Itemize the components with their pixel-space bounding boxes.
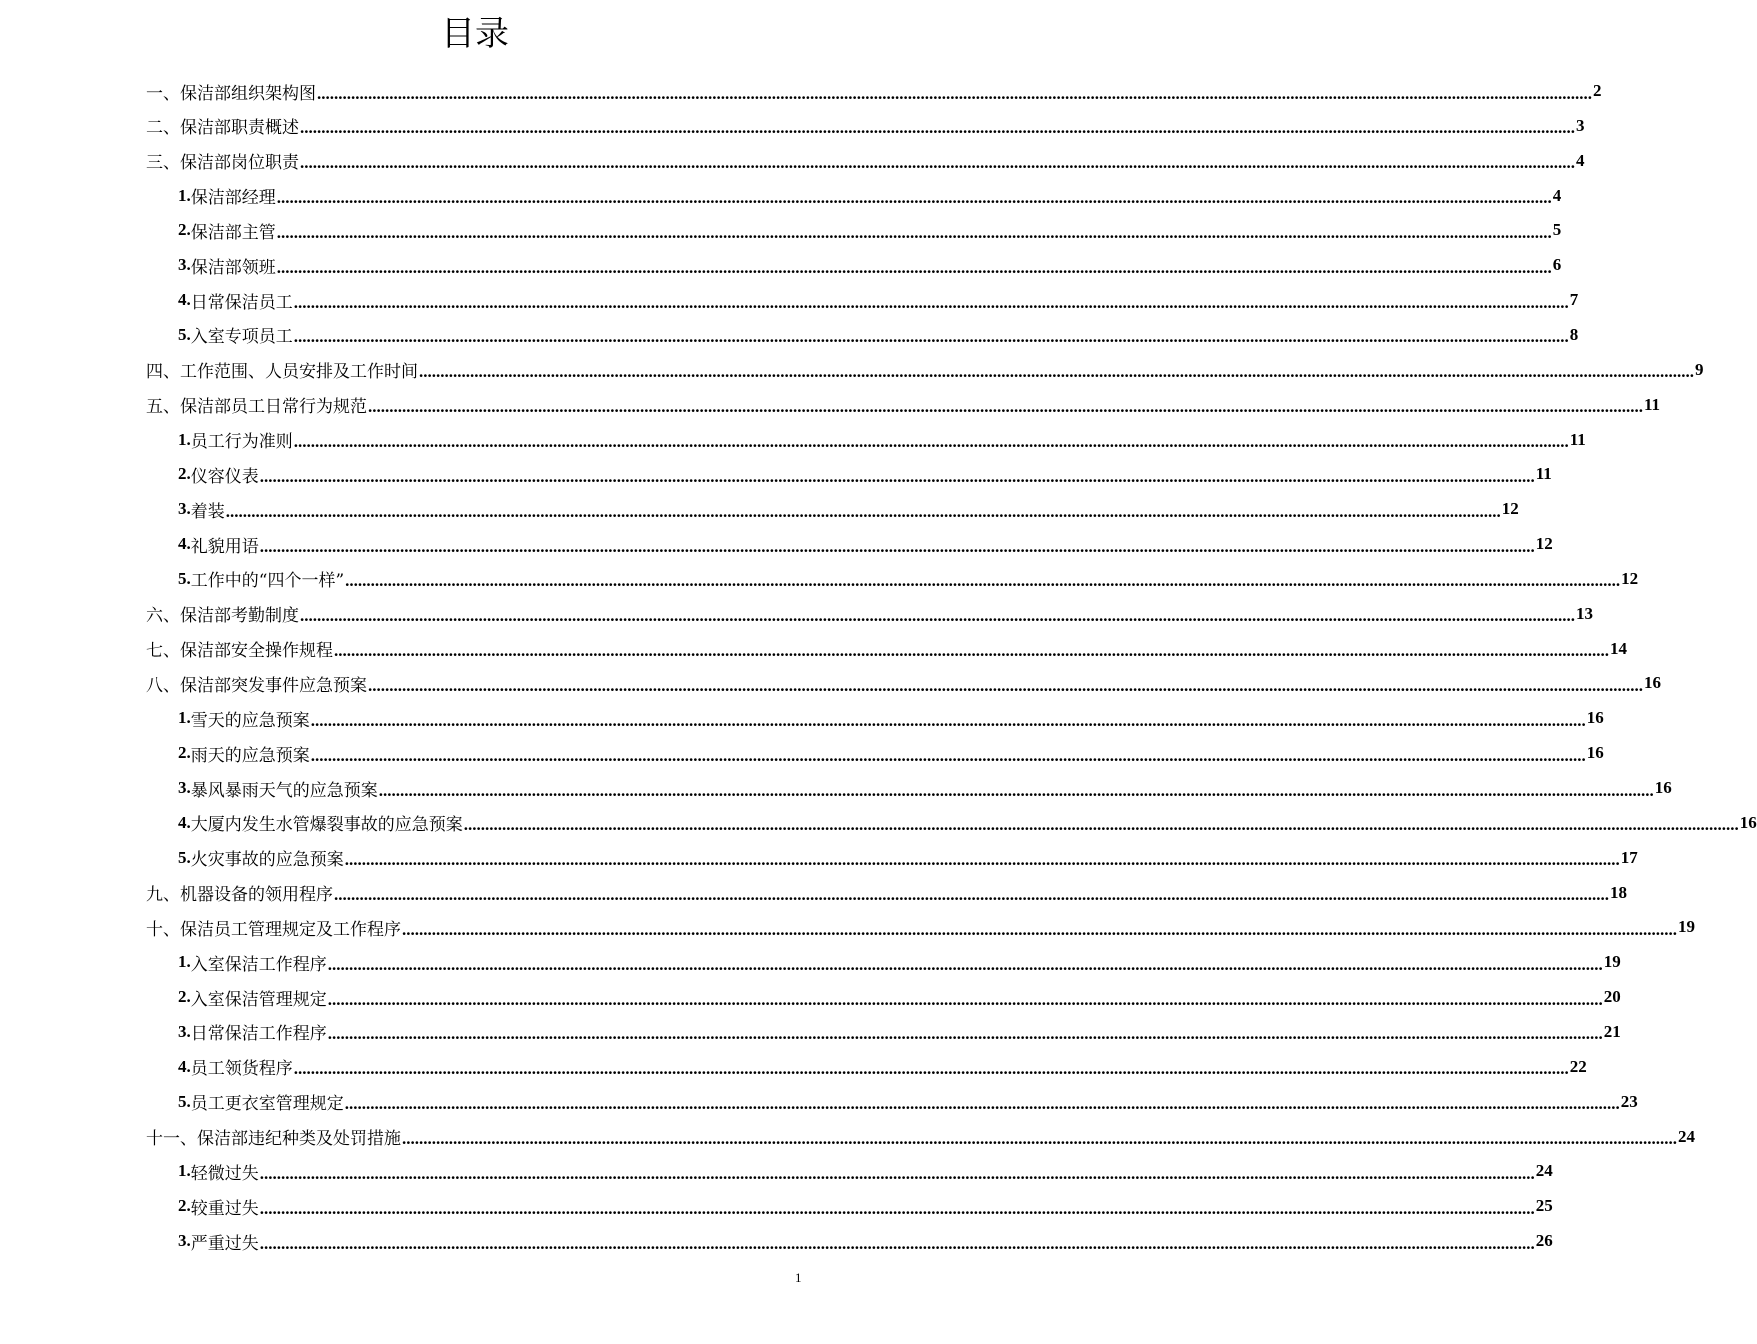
toc-leader-dots: ............................................................................................................................................................................................................................................................................................................ bbox=[259, 1198, 1535, 1218]
toc-entry[interactable] bbox=[146, 388, 1661, 422]
toc-entry-page: 4 bbox=[1576, 150, 1585, 170]
toc-entry[interactable] bbox=[178, 423, 1586, 457]
toc-entry-page: 11 bbox=[1535, 464, 1552, 484]
toc-entry-title: 较重过失 bbox=[190, 1198, 259, 1219]
toc-leader-dots: ............................................................................................................................................................................................................................................................................................................ bbox=[327, 989, 1603, 1009]
toc-entry-page: 12 bbox=[1501, 499, 1519, 519]
toc-entry[interactable] bbox=[178, 736, 1604, 770]
toc-entry-title: 保洁部岗位职责 bbox=[180, 153, 299, 174]
toc-entry-page: 8 bbox=[1569, 324, 1579, 344]
toc-entry-page: 12 bbox=[1621, 568, 1639, 588]
toc-entry-number: 3. bbox=[178, 499, 191, 519]
toc-entry-title: 雪天的应急预案 bbox=[190, 710, 310, 731]
toc-entry-title: 机器设备的领用程序 bbox=[180, 885, 333, 906]
toc-entry-number: 4. bbox=[178, 534, 191, 554]
toc-entry-title: 入室专项员工 bbox=[190, 327, 293, 348]
toc-entry[interactable] bbox=[146, 74, 1602, 108]
toc-leader-dots: ............................................................................................................................................................................................................................................................................................................ bbox=[334, 885, 1609, 905]
toc-leader-dots: ............................................................................................................................................................................................................................................................................................................ bbox=[344, 850, 1620, 870]
toc-leader-dots: ............................................................................................................................................................................................................................................................................................................ bbox=[276, 188, 1552, 208]
toc-entry[interactable] bbox=[178, 179, 1562, 213]
toc-entry[interactable] bbox=[146, 632, 1627, 666]
toc-entry-title: 保洁部经理 bbox=[190, 188, 276, 209]
toc-entry-title: 员工更衣室管理规定 bbox=[190, 1094, 344, 1115]
toc-entry-number: 4. bbox=[178, 290, 191, 310]
toc-entry-title: 保洁员工管理规定及工作程序 bbox=[180, 919, 401, 940]
toc-entry-title: 轻微过失 bbox=[190, 1163, 259, 1184]
toc-entry-page: 16 bbox=[1654, 778, 1672, 797]
toc-entry-number: 3. bbox=[178, 1021, 191, 1041]
page-number: 1 bbox=[795, 1270, 802, 1285]
toc-entry[interactable] bbox=[146, 1120, 1695, 1154]
toc-entry-page: 16 bbox=[1586, 743, 1604, 763]
toc-leader-dots: ............................................................................................................................................................................................................................................................................................................ bbox=[293, 432, 1569, 451]
toc-entry-number: 二、 bbox=[146, 118, 180, 139]
toc-entry-number: 4. bbox=[178, 812, 191, 832]
toc-entry-title: 保洁部突发事件应急预案 bbox=[180, 675, 367, 696]
toc-entry[interactable] bbox=[178, 806, 1757, 840]
toc-entry[interactable] bbox=[178, 318, 1579, 352]
toc-entry-number: 2. bbox=[178, 743, 191, 763]
toc-entry-number: 2. bbox=[178, 987, 191, 1007]
toc-entry-number: 六、 bbox=[146, 606, 180, 627]
toc-entry-number: 5. bbox=[178, 324, 191, 344]
toc-entry-title: 工作中的“四个一样” bbox=[190, 571, 345, 592]
toc-leader-dots: ............................................................................................................................................................................................................................................................................................................ bbox=[368, 397, 1643, 417]
toc-leader-dots: ............................................................................................................................................................................................................................................................................................................ bbox=[402, 1129, 1677, 1148]
toc-entry-title: 入室保洁工作程序 bbox=[190, 954, 327, 975]
toc-entry-number: 1. bbox=[178, 429, 191, 449]
toc-entry[interactable] bbox=[146, 910, 1695, 944]
page-title: 目录 bbox=[441, 14, 509, 54]
toc-entry-title: 保洁部职责概述 bbox=[180, 118, 299, 139]
toc-entry[interactable] bbox=[178, 492, 1519, 526]
toc-entry-page: 6 bbox=[1552, 255, 1562, 275]
toc-entry-number: 九、 bbox=[146, 885, 180, 906]
toc-entry[interactable] bbox=[178, 283, 1579, 317]
toc-entry-number: 1. bbox=[178, 1161, 191, 1181]
toc-leader-dots: ............................................................................................................................................................................................................................................................................................................ bbox=[225, 501, 1501, 521]
toc-leader-dots: ............................................................................................................................................................................................................................................................................................................ bbox=[293, 292, 1569, 312]
toc-entry-page: 13 bbox=[1576, 603, 1593, 623]
toc-entry[interactable] bbox=[178, 945, 1621, 979]
toc-entry-title: 礼貌用语 bbox=[190, 536, 259, 557]
toc-entry-title: 工作范围、人员安排及工作时间 bbox=[180, 362, 418, 383]
toc-leader-dots: ............................................................................................................................................................................................................................................................................................................ bbox=[310, 745, 1586, 765]
toc-entry-title: 严重过失 bbox=[190, 1233, 259, 1254]
toc-leader-dots: ............................................................................................................................................................................................................................................................................................................ bbox=[300, 606, 1575, 626]
toc-entry[interactable] bbox=[178, 771, 1672, 805]
toc-entry[interactable] bbox=[146, 353, 1704, 387]
toc-entry-number: 3. bbox=[178, 1231, 191, 1251]
toc-entry[interactable] bbox=[178, 527, 1553, 561]
toc-entry-number: 5. bbox=[178, 568, 191, 588]
toc-entry[interactable] bbox=[178, 248, 1562, 282]
toc-entry-title: 保洁部违纪种类及处罚措施 bbox=[197, 1129, 401, 1149]
toc-entry-number: 3. bbox=[178, 778, 191, 797]
toc-entry-title: 保洁部主管 bbox=[190, 222, 276, 243]
toc-entry-title: 暴风暴雨天气的应急预案 bbox=[190, 780, 378, 801]
toc-entry[interactable] bbox=[178, 1050, 1587, 1084]
toc-entry-page: 5 bbox=[1552, 220, 1562, 240]
toc-leader-dots: ............................................................................................................................................................................................................................................................................................................ bbox=[327, 954, 1603, 974]
toc-entry-number: 5. bbox=[178, 847, 191, 867]
toc-entry-title: 员工领货程序 bbox=[190, 1059, 293, 1080]
toc-entry-page: 20 bbox=[1603, 987, 1621, 1007]
toc-leader-dots: ............................................................................................................................................................................................................................................................................................................ bbox=[293, 327, 1569, 347]
toc-entry-number: 七、 bbox=[146, 641, 180, 662]
toc-leader-dots: ............................................................................................................................................................................................................................................................................................................ bbox=[317, 83, 1592, 103]
toc-leader-dots: ............................................................................................................................................................................................................................................................................................................ bbox=[300, 118, 1575, 138]
toc-entry-page: 2 bbox=[1593, 81, 1602, 100]
toc-entry[interactable] bbox=[178, 457, 1552, 491]
toc-entry[interactable] bbox=[146, 666, 1661, 700]
toc-leader-dots: ............................................................................................................................................................................................................................................................................................................ bbox=[344, 1094, 1620, 1114]
toc-entry-number: 十一、 bbox=[146, 1129, 197, 1149]
toc-entry-page: 9 bbox=[1695, 359, 1704, 379]
toc-entry-page: 11 bbox=[1569, 429, 1586, 449]
toc-entry-page: 18 bbox=[1610, 882, 1627, 902]
toc-leader-dots: ............................................................................................................................................................................................................................................................................................................ bbox=[327, 1024, 1603, 1044]
toc-entry-page: 22 bbox=[1569, 1056, 1587, 1076]
toc-entry-title: 着装 bbox=[190, 501, 225, 522]
toc-entry-page: 25 bbox=[1535, 1196, 1553, 1216]
toc-entry-page: 24 bbox=[1535, 1161, 1553, 1181]
toc-entry-number: 十、 bbox=[146, 919, 180, 940]
toc-leader-dots: ............................................................................................................................................................................................................................................................................................................ bbox=[402, 919, 1677, 939]
toc-entry[interactable] bbox=[178, 980, 1621, 1014]
toc-entry-page: 11 bbox=[1644, 394, 1661, 414]
toc-entry-page: 12 bbox=[1535, 534, 1553, 554]
toc-entry-title: 保洁部组织架构图 bbox=[180, 83, 316, 104]
toc-leader-dots: ............................................................................................................................................................................................................................................................................................................ bbox=[300, 153, 1575, 173]
toc-entry-title: 入室保洁管理规定 bbox=[190, 989, 327, 1010]
toc-entry-title: 日常保洁员工 bbox=[190, 292, 293, 313]
toc-leader-dots: ............................................................................................................................................................................................................................................................................................................ bbox=[368, 675, 1643, 695]
toc-entry-number: 八、 bbox=[146, 675, 180, 696]
toc-entry-title: 大厦内发生水管爆裂事故的应急预案 bbox=[190, 815, 463, 836]
toc-entry-number: 四、 bbox=[146, 362, 180, 383]
toc-entry-title: 保洁部员工日常行为规范 bbox=[180, 397, 367, 418]
toc-entry[interactable] bbox=[146, 597, 1593, 631]
toc-entry-number: 2. bbox=[178, 1196, 191, 1216]
toc-entry-page: 26 bbox=[1535, 1231, 1553, 1251]
toc-entry-page: 4 bbox=[1552, 185, 1562, 205]
toc-entry-number: 五、 bbox=[146, 397, 180, 418]
toc-leader-dots: ............................................................................................................................................................................................................................................................................................................ bbox=[259, 466, 1535, 486]
toc-entry-number: 5. bbox=[178, 1091, 191, 1111]
toc-entry-page: 19 bbox=[1678, 917, 1695, 937]
toc-entry-number: 2. bbox=[178, 464, 191, 484]
toc-leader-dots: ............................................................................................................................................................................................................................................................................................................ bbox=[310, 710, 1586, 730]
toc-leader-dots: ............................................................................................................................................................................................................................................................................................................ bbox=[378, 780, 1654, 800]
toc-entry-page: 17 bbox=[1620, 847, 1638, 867]
toc-entry-number: 2. bbox=[178, 220, 191, 240]
toc-leader-dots: ............................................................................................................................................................................................................................................................................................................ bbox=[276, 257, 1552, 277]
toc-entry-page: 16 bbox=[1586, 708, 1604, 728]
toc-entry-number: 3. bbox=[178, 255, 191, 275]
toc-entry[interactable] bbox=[178, 1224, 1553, 1258]
toc-leader-dots: ............................................................................................................................................................................................................................................................................................................ bbox=[334, 641, 1609, 661]
toc-entry-number: 1. bbox=[178, 185, 191, 205]
toc-leader-dots: ............................................................................................................................................................................................................................................................................................................ bbox=[345, 571, 1621, 591]
toc-leader-dots: ............................................................................................................................................................................................................................................................................................................ bbox=[259, 1163, 1535, 1183]
toc-entry[interactable] bbox=[178, 1015, 1621, 1049]
toc-entry-title: 仪容仪表 bbox=[190, 466, 259, 487]
toc-entry[interactable] bbox=[178, 213, 1562, 247]
toc-entry-page: 14 bbox=[1610, 638, 1627, 658]
toc-entry-number: 1. bbox=[178, 708, 191, 728]
toc-entry[interactable] bbox=[146, 109, 1585, 143]
toc-leader-dots: ............................................................................................................................................................................................................................................................................................................ bbox=[276, 222, 1552, 242]
toc-entry-number: 三、 bbox=[146, 153, 180, 174]
toc-entry-page: 3 bbox=[1576, 115, 1585, 135]
toc-entry[interactable] bbox=[178, 841, 1638, 875]
toc-entry[interactable] bbox=[178, 1189, 1553, 1223]
toc-entry-title: 火灾事故的应急预案 bbox=[190, 850, 344, 871]
toc-entry-number: 一、 bbox=[146, 83, 180, 104]
toc-entry-number: 1. bbox=[178, 952, 191, 972]
toc-leader-dots: ............................................................................................................................................................................................................................................................................................................ bbox=[259, 536, 1535, 556]
toc-entry[interactable] bbox=[178, 1085, 1638, 1119]
toc-entry-title: 日常保洁工作程序 bbox=[190, 1024, 327, 1045]
toc-entry[interactable] bbox=[178, 562, 1639, 596]
toc-entry-title: 员工行为准则 bbox=[190, 432, 293, 452]
toc-entry-title: 雨天的应急预案 bbox=[190, 745, 310, 766]
toc-entry-page: 16 bbox=[1644, 673, 1661, 693]
toc-entry-title: 保洁部领班 bbox=[190, 257, 276, 278]
toc-leader-dots: ............................................................................................................................................................................................................................................................................................................ bbox=[419, 362, 1694, 382]
toc-entry-page: 24 bbox=[1678, 1126, 1695, 1146]
toc-entry[interactable] bbox=[178, 1154, 1553, 1188]
toc-entry-page: 21 bbox=[1603, 1021, 1621, 1041]
toc-entry-number: 4. bbox=[178, 1056, 191, 1076]
toc-entry-page: 16 bbox=[1739, 812, 1757, 832]
toc-entry-page: 19 bbox=[1603, 952, 1621, 972]
toc-entry[interactable] bbox=[146, 876, 1627, 910]
toc-leader-dots: ............................................................................................................................................................................................................................................................................................................ bbox=[463, 815, 1739, 835]
toc-entry-title: 保洁部考勤制度 bbox=[180, 606, 299, 627]
toc-entry-page: 7 bbox=[1569, 290, 1579, 310]
toc-entry[interactable] bbox=[146, 144, 1585, 178]
toc-leader-dots: ............................................................................................................................................................................................................................................................................................................ bbox=[293, 1059, 1569, 1079]
toc-leader-dots: ............................................................................................................................................................................................................................................................................................................ bbox=[259, 1233, 1535, 1253]
toc-entry-page: 23 bbox=[1620, 1091, 1638, 1111]
toc-entry-title: 保洁部安全操作规程 bbox=[180, 641, 333, 662]
toc-entry[interactable] bbox=[178, 701, 1604, 735]
